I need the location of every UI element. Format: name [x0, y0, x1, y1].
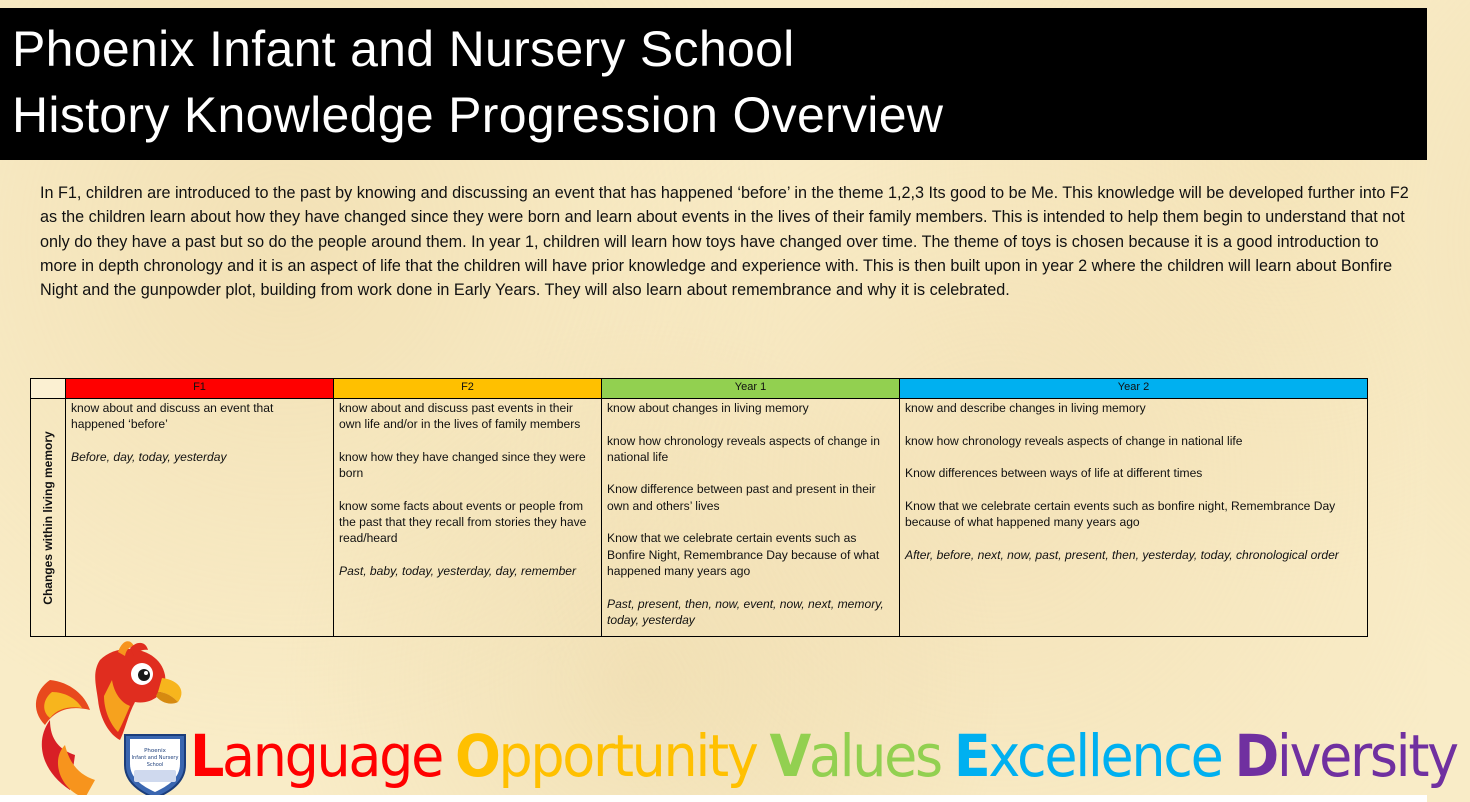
motto-language: Language [190, 722, 442, 790]
cell-f1 [66, 399, 334, 637]
cell-text: know and describe changes in living memory [905, 401, 1146, 415]
svg-text:School: School [146, 762, 164, 768]
cell-text: Know that we celebrate certain events such as Bonfire Night, Remembrance Day because of what happened many years ago [607, 531, 880, 578]
cell-text: know how they have changed since they were born [339, 449, 586, 481]
vocabulary-text: Past, present, then, now, event, now, next, memory, today, yesterday [607, 596, 884, 627]
cell-text: Know that we celebrate certain events such as bonfire night, Remembrance Day because of what happened many years ago [905, 498, 1336, 530]
vocabulary-text: Past, baby, today, yesterday, day, remember [339, 563, 577, 578]
cell-text: Know difference between past and present in their own and others’ lives [607, 482, 876, 513]
footer-band [0, 795, 1427, 802]
motto-opportunity: Opportunity [454, 722, 757, 790]
school-motto [190, 715, 1470, 800]
cell-text: know how chronology reveals aspects of change in national life [905, 433, 1243, 448]
cell-f2 [334, 399, 602, 637]
row-label: Changes within living memory [41, 430, 55, 605]
svg-text:Infant and Nursery: Infant and Nursery [131, 755, 179, 761]
row-header-cell [31, 399, 66, 637]
cell-text: know some facts about events or people from the past that they recall from stories they have read/heard [339, 498, 587, 546]
cell-text: know about and discuss past events in their own life and/or in the lives of family members [339, 401, 581, 432]
motto-values: Values [769, 722, 941, 790]
shield-logo-text: Phoenix [144, 748, 166, 754]
header-year1: Year 1 [602, 379, 900, 399]
cell-year1 [602, 399, 900, 637]
cell-text: know about and discuss an event that happened ‘before’ [71, 401, 274, 432]
header-year2: Year 2 [900, 379, 1368, 399]
vocabulary-text: After, before, next, now, past, present, then, yesterday, today, chronological order [905, 547, 1339, 562]
header-f2: F2 [334, 379, 602, 399]
cell-text: Know differences between ways of life at different times [905, 466, 1203, 481]
vocabulary-text: Before, day, today, yesterday [71, 449, 227, 464]
table-row [31, 399, 1368, 637]
phoenix-mascot-icon [30, 640, 205, 800]
intro-paragraph: In F1, children are introduced to the past by knowing and discussing an event that has happened ‘before’ in the theme 1,2,3 Its good to be Me. This knowledge will be developed further into F2 as the children learn about how they have changed since they were born and learn about events in the lives of their family members. This is intended to help them begin to understand that not only do they have a past but so do the people around them. In year 1, children will learn how toys have changed over time. The theme of toys is chosen because it is a good introduction to more in depth chronology and it is an aspect of life that the children will have prior knowledge and experience with. This is then built upon in year 2 where the children will learn about Bonfire Night and the gunpowder plot, building from work done in Early Years. They will also learn about remembrance and why it is celebrated. [40, 184, 1409, 300]
progression-table [30, 378, 1368, 637]
school-name: Phoenix Infant and Nursery School [12, 21, 795, 77]
header-f1: F1 [66, 379, 334, 399]
motto-excellence: Excellence [953, 722, 1222, 790]
title-banner [0, 8, 1427, 160]
table-header-row [31, 379, 1368, 399]
cell-year2 [900, 399, 1368, 637]
cell-text: know how chronology reveals aspects of change in national life [607, 433, 880, 464]
cell-text: know about changes in living memory [607, 401, 809, 415]
header-blank-cell [31, 379, 66, 399]
page-title: History Knowledge Progression Overview [12, 87, 944, 143]
motto-diversity: Diversity [1234, 722, 1457, 790]
